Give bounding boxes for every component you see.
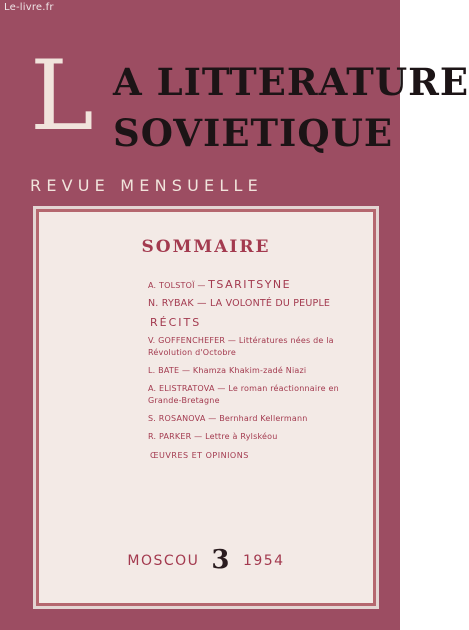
toc-entry xyxy=(148,413,366,425)
masthead-initial: L xyxy=(30,40,94,152)
watermark: Le-livre.fr xyxy=(4,2,54,13)
toc-entry xyxy=(148,383,366,407)
toc-author: V. GOFFENCHEFER — xyxy=(148,336,239,345)
issue-footer xyxy=(42,542,370,575)
toc-work: TSARITSYNE xyxy=(208,278,292,291)
toc-entry xyxy=(148,335,366,359)
toc-work: Khamza Khakim-zadé Niazi xyxy=(192,366,307,375)
issue-year: 1954 xyxy=(242,553,285,569)
toc-entry xyxy=(148,298,366,310)
toc-work: Lettre à Rylskéou xyxy=(205,432,278,441)
contents-panel xyxy=(33,206,379,609)
toc-section: ŒUVRES ET OPINIONS xyxy=(150,451,249,460)
toc-work: Littératures nées de la Révolution d'Octobre xyxy=(148,336,334,357)
toc-entry xyxy=(148,365,366,377)
toc-author: A. TOLSTOÏ — xyxy=(148,281,206,290)
toc-work: Le roman réactionnaire en Grande-Bretagne xyxy=(148,384,339,405)
toc-entry xyxy=(148,279,366,292)
toc-entry xyxy=(148,431,366,443)
toc-author: R. PARKER — xyxy=(148,432,206,441)
masthead-subtitle: REVUE MENSUELLE xyxy=(30,176,263,195)
contents-panel-inner xyxy=(42,215,370,600)
contents-heading: SOMMAIRE xyxy=(141,237,271,257)
issue-number: 3 xyxy=(211,545,231,575)
toc-work: LA VOLONTÉ DU PEUPLE xyxy=(209,298,331,309)
table-of-contents xyxy=(148,279,366,468)
toc-author: A. ELISTRATOVA — xyxy=(148,384,229,393)
toc-work: Bernhard Kellermann xyxy=(219,414,308,423)
issue-city: MOSCOU xyxy=(127,553,200,569)
masthead-line-1: A LITTERATURE xyxy=(113,60,469,104)
toc-author: S. ROSANOVA — xyxy=(148,414,220,423)
toc-author: L. BATE — xyxy=(148,366,193,375)
masthead-line-2: SOVIETIQUE xyxy=(113,111,394,155)
toc-author: N. RYBAK — xyxy=(148,298,210,309)
toc-section: RÉCITS xyxy=(150,316,202,329)
